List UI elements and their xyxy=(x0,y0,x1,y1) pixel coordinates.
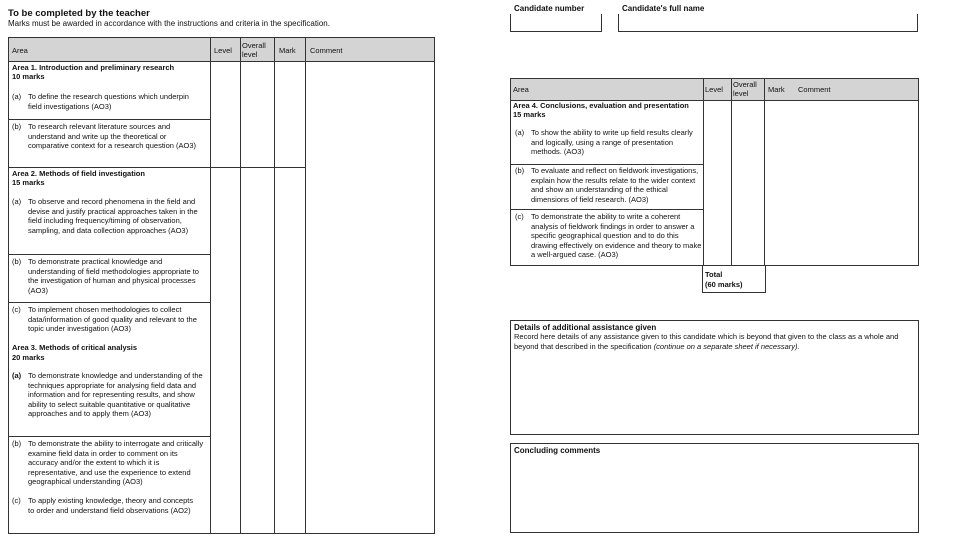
item-label: (c) xyxy=(515,212,524,221)
concluding-title: Concluding comments xyxy=(514,446,601,455)
page-subtitle: Marks must be awarded in accordance with the instructions and criteria in the specification. xyxy=(8,19,330,28)
item-label: (b) xyxy=(12,439,22,448)
item-label: (a) xyxy=(12,197,22,206)
candidate-name-label: Candidate's full name xyxy=(622,4,705,13)
left-marking-table xyxy=(8,37,435,534)
candidate-number-field[interactable] xyxy=(510,14,602,32)
assistance-title: Details of additional assistance given xyxy=(514,323,657,332)
area4-marks: 15 marks xyxy=(513,110,546,119)
item-text: To demonstrate the ability to write a coherent analysis of fieldwork findings in order to answer a specific geographical question and to do this drawing effectively on evidence and theory to make a well-argued case. (AO3) xyxy=(531,212,702,259)
candidate-name-field[interactable] xyxy=(618,14,918,32)
page-title: To be completed by the teacher xyxy=(8,8,150,19)
item-text: To demonstrate practical knowledge and understanding of field methodologies appropriate to the investigation of human and physical processes (AO3) xyxy=(28,257,199,295)
col-header-level: Level xyxy=(705,85,723,94)
col-header-overall-level: Overall level xyxy=(733,80,757,98)
col-header-comment: Comment xyxy=(798,85,831,94)
area4-title: Area 4. Conclusions, evaluation and presentation xyxy=(513,101,689,110)
assistance-text-italic: (continue on a separate sheet if necessary). xyxy=(653,341,800,351)
area2-marks: 15 marks xyxy=(12,178,45,187)
item-text: To demonstrate knowledge and understanding of the techniques appropriate for analysing field data and information and for representing results, and show ability to select suitable quantitative or qualitative approaches and to apply them (AO3) xyxy=(28,371,203,418)
item-text: To demonstrate the ability to interrogate and critically examine field data in order to comment on its accuracy and/or the extent to which it is representative, and use the experience to extend geographical understanding (AO3) xyxy=(28,439,204,486)
right-marking-table xyxy=(510,78,919,266)
area3-title: Area 3. Methods of critical analysis xyxy=(12,343,138,352)
col-header-comment: Comment xyxy=(310,46,343,55)
item-text: To research relevant literature sources and understand and write up the theoretical or comparative context for a research question (AO3) xyxy=(28,122,196,150)
item-text: To evaluate and reflect on fieldwork investigations, explain how the results relate to the wider context and show an understanding of the ethical dimensions of field research. (AO3) xyxy=(531,166,699,204)
assistance-text xyxy=(514,332,914,351)
area1-marks: 10 marks xyxy=(12,72,45,81)
area3-marks: 20 marks xyxy=(12,353,45,362)
area2-title: Area 2. Methods of field investigation xyxy=(12,169,145,178)
item-text: To show the ability to write up field results clearly and logically, using a range of presentation methods. (AO3) xyxy=(531,128,693,156)
assistance-text-normal: Record here details of any assistance given to this candidate which is beyond that given to the class as a whole and beyond that described in the specification xyxy=(514,332,899,351)
item-label: (a) xyxy=(12,371,22,380)
col-header-overall-level: Overall level xyxy=(242,41,266,59)
item-text: To apply existing knowledge, theory and concepts to order and understand field observations (AO2) xyxy=(28,496,194,515)
item-label: (a) xyxy=(12,92,22,101)
col-header-mark: Mark xyxy=(279,46,296,55)
col-header-mark: Mark xyxy=(768,85,785,94)
col-header-area: Area xyxy=(12,46,28,55)
item-text: To implement chosen methodologies to collect data/information of good quality and relevant to the topic under investigation (AO3) xyxy=(28,305,197,333)
item-text: To observe and record phenomena in the field and devise and justify practical approaches taken in the field including frequency/timing of observation, sampling, and data collection approaches (AO3) xyxy=(28,197,198,235)
item-label: (c) xyxy=(12,305,21,314)
item-label: (a) xyxy=(515,128,525,137)
item-text: To define the research questions which underpin field investigations (AO3) xyxy=(28,92,189,111)
candidate-number-label: Candidate number xyxy=(514,4,585,13)
total-label: Total xyxy=(705,270,723,279)
item-label: (b) xyxy=(12,122,22,131)
item-label: (c) xyxy=(12,496,21,505)
area1-title: Area 1. Introduction and preliminary research xyxy=(12,63,175,72)
item-label: (b) xyxy=(515,166,525,175)
col-header-level: Level xyxy=(214,46,232,55)
col-header-area: Area xyxy=(513,85,529,94)
item-label: (b) xyxy=(12,257,22,266)
concluding-box[interactable] xyxy=(510,443,919,533)
total-marks: (60 marks) xyxy=(705,280,743,289)
